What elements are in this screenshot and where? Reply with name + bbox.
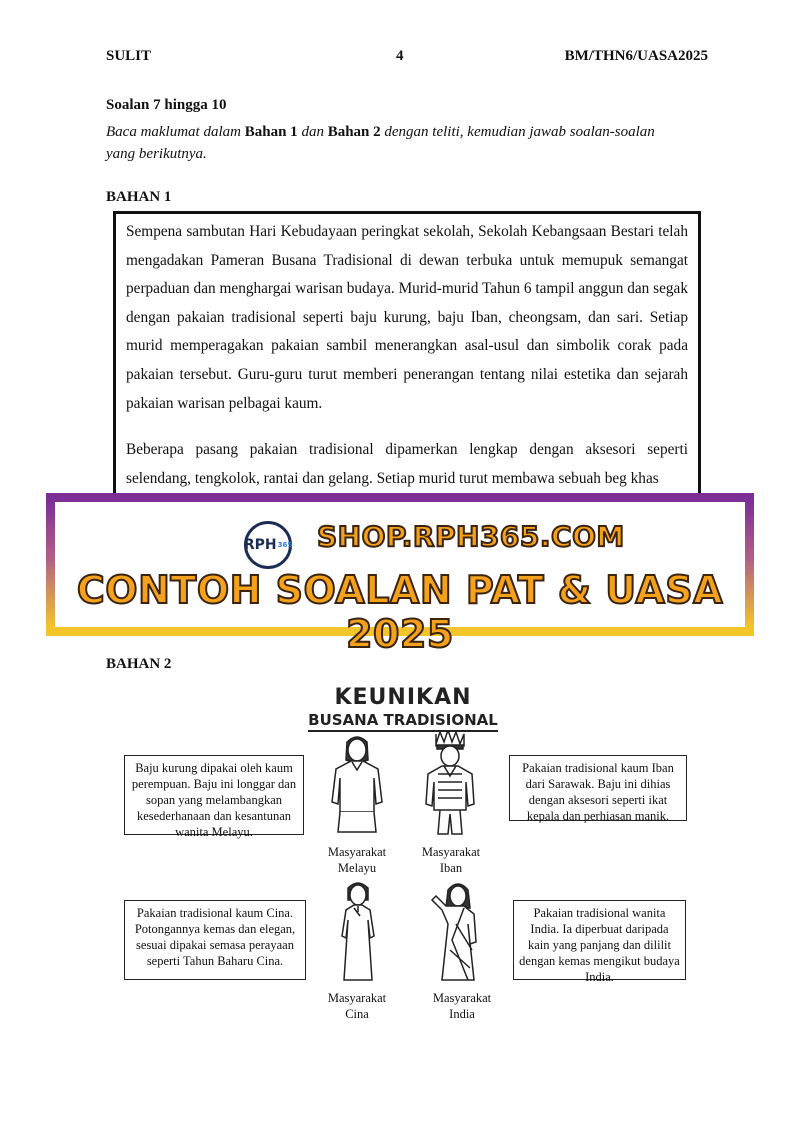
rph365-logo: RPH 365: [244, 521, 292, 569]
label-melayu: Masyarakat Melayu: [327, 845, 387, 875]
passage-paragraph-1: Sempena sambutan Hari Kebudayaan peringkat sekolah, Sekolah Kebangsaan Bestari telah mengadakan Pameran Busana Tradisional di dewan terbuka untuk memupuk semangat perpaduan dan menghargai warisan budaya. Murid-murid Tahun 6 tampil anggun dan segak dengan pakaian tradisional seperti baju kurung, baju Iban, cheongsam, dan sari. Setiap murid memperagakan pakaian sambil menerangkan asal-usul dan simbolik corak pada pakaian tersebut. Guru-guru turut memberi penerangan tentang nilai estetika dan sejarah pakaian warisan pelbagai kaum.: [126, 223, 688, 412]
passage-paragraph-2: Beberapa pasang pakaian tradisional dipamerkan lengkap dengan aksesori seperti selendang, tengkolok, rantai dan gelang. Setiap murid turut membawa sebuah beg khas: [126, 441, 688, 487]
info-box-india: Pakaian tradisional wanita India. Ia diperbuat daripada kain yang panjang dan dililit dengan kemas mengikut budaya India.: [513, 900, 686, 980]
infographic-title: [300, 685, 506, 732]
bahan-2-label: BAHAN 2: [106, 656, 172, 672]
banner-shop-url: SHOP.RPH365.COM: [317, 520, 625, 553]
label-iban: Masyarakat Iban: [421, 845, 481, 875]
info-box-iban: Pakaian tradisional kaum Iban dari Sarawak. Baju ini dihias dengan aksesori seperti ikat kepala dan perhiasan manik.: [509, 755, 687, 821]
label-cina: Masyarakat Cina: [327, 991, 387, 1021]
bahan-1-passage-box: [113, 211, 701, 531]
cina-figure-icon: [330, 880, 386, 986]
bahan-1-label: BAHAN 1: [106, 189, 172, 205]
label-india: Masyarakat India: [432, 991, 492, 1021]
infographic-title-line-2: BUSANA TRADISIONAL: [308, 711, 498, 732]
paper-code: BM/THN6/UASA2025: [564, 48, 708, 64]
header-left: SULIT: [106, 48, 152, 64]
melayu-figure-icon: [322, 734, 392, 838]
page-number: 4: [396, 48, 404, 64]
iban-figure-icon: [414, 730, 486, 838]
promo-banner: [46, 493, 754, 656]
question-range-title: Soalan 7 hingga 10: [106, 97, 227, 113]
infographic-title-line-1: KEUNIKAN: [334, 685, 472, 710]
banner-headline: CONTOH SOALAN PAT & UASA 2025: [76, 568, 724, 656]
india-figure-icon: [424, 880, 494, 986]
info-box-cina: Pakaian tradisional kaum Cina. Potongannya kemas dan elegan, sesuai dipakai semasa perayaan seperti Tahun Baharu Cina.: [124, 900, 306, 980]
instructions: Baca maklumat dalam Bahan 1 dan Bahan 2 dengan teliti, kemudian jawab soalan-soalan yang berikutnya.: [106, 124, 655, 162]
info-box-melayu: Baju kurung dipakai oleh kaum perempuan. Baju ini longgar dan sopan yang melambangkan kesederhanaan dan kesantunan wanita Melayu.: [124, 755, 304, 835]
